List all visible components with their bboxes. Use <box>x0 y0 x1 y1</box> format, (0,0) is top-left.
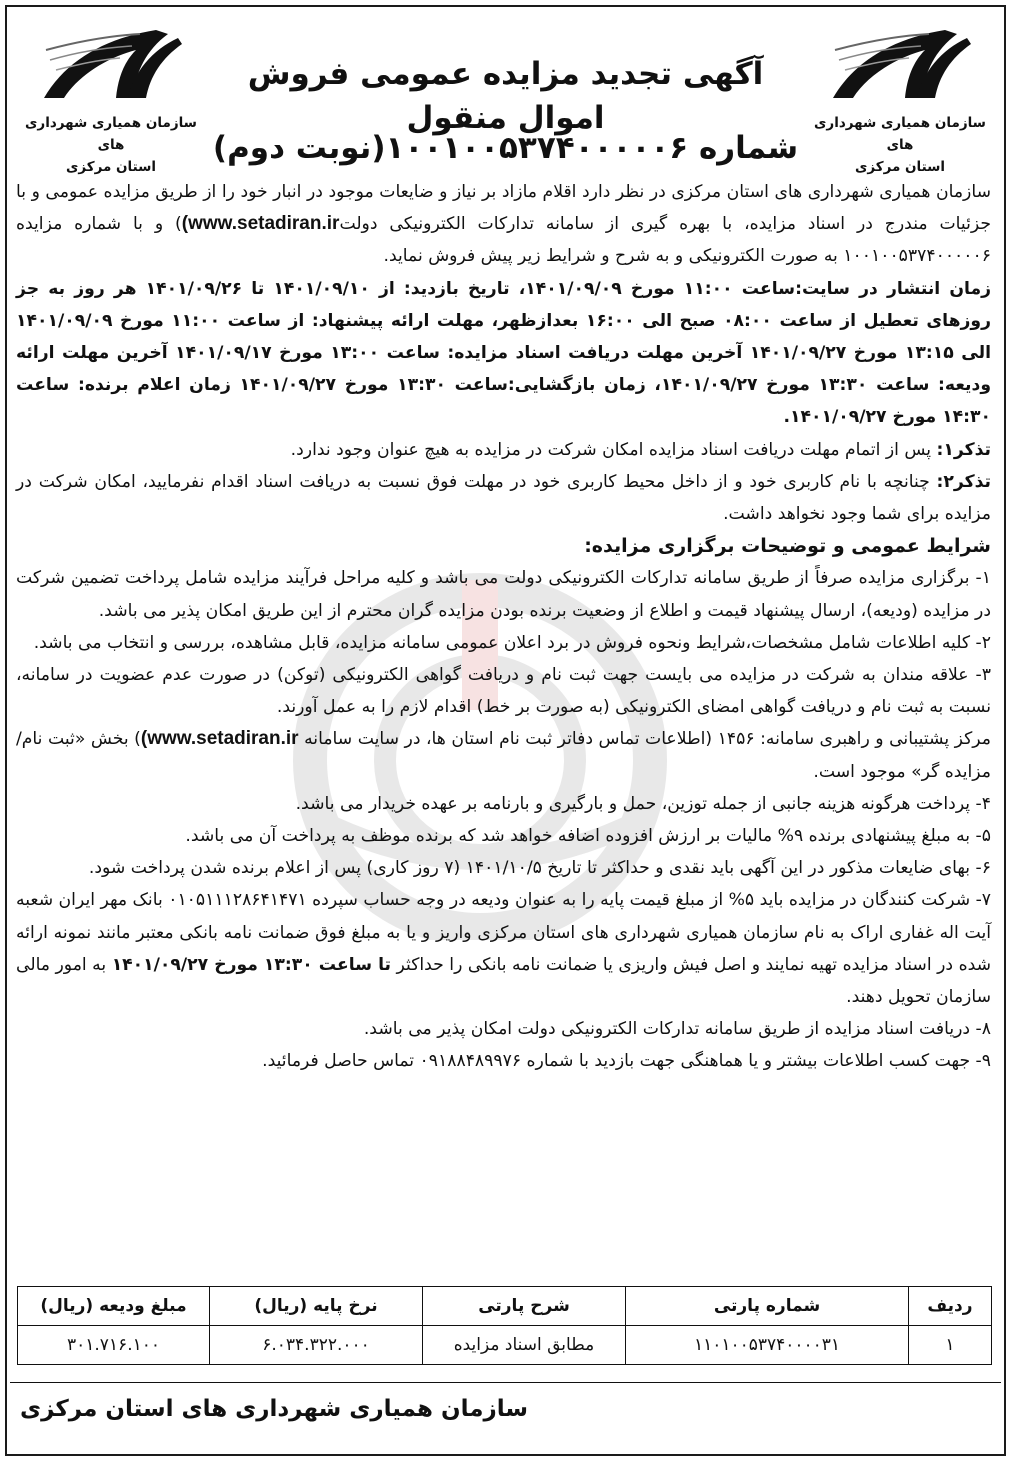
condition-item: ۶- بهای ضایعات مذکور در این آگهی باید نقدی و حداکثر تا تاریخ ۱۴۰۱/۱۰/۵ (۷ روز کاری) پس از اعلام برنده شدن پرداخت شود. <box>88 858 991 879</box>
setadiran-link[interactable]: (www.setadiran.ir <box>181 213 340 235</box>
logo-org-line1: سازمان همیاری شهرداری های <box>814 115 986 153</box>
cell-row-index: ۱ <box>909 1326 992 1365</box>
cell-deposit-amount: ۳۰۱.۷۱۶.۱۰۰ <box>18 1326 210 1365</box>
item7-text: ۷- شرکت کنندگان در مزایده باید ۵% از مبلغ قیمت پایه را به عنوان ودیعه در وجه حساب سپرده ۰۱۰۵۱۱۱۲۸۶۴۱۴۷۱ بانک مهر ایران شعبه آیت اله غفاری اراک به نام سازمان همیاری شهرداری های استان مرکزی واریز و یا به مبلغ فوق ضمانت نامه بانکی معتبر مانند نمونه ارائه شده در اسناد مزایده تهیه نمایند و اصل فیش واریزی یا ضمانت نامه بانکی را حداکثر <box>16 890 992 975</box>
note-2 <box>16 466 991 530</box>
condition-item: ۸- دریافت اسناد مزایده از طریق سامانه تدارکات الکترونیکی دولت امکان پذیر می باشد. <box>363 1019 991 1040</box>
support-text: مرکز پشتیبانی و راهبری سامانه: ۱۴۵۶ (اطلاعات تماس دفاتر ثبت نام استان ها، در سایت سامانه <box>304 729 992 750</box>
header-lot-number: شماره پارتی <box>626 1287 909 1326</box>
cell-lot-description: مطابق اسناد مزایده <box>423 1326 626 1365</box>
note-label: تذکر۱: <box>936 439 991 460</box>
support-paragraph <box>16 723 991 787</box>
condition-item: ۱- برگزاری مزایده صرفاً از طریق سامانه تدارکات الکترونیکی دولت می باشد و کلیه مراحل فرآیند مزایده شامل پرداخت تضمین شرکت در مزایده (ودیعه)، ارسال پیشنهاد قیمت و اطلاع از وضعیت برنده بودن مزایده گران محترم از این طریق امکان پذیر می باشد. <box>16 568 991 621</box>
conditions-heading: شرایط عمومی و توضیحات برگزاری مزایده: <box>584 535 991 558</box>
logo-right <box>805 20 995 178</box>
table-header-row <box>18 1287 992 1326</box>
note-label: تذکر۲: <box>936 471 991 492</box>
auction-number-title: شماره ۱۰۰۱۰۰۵۳۷۴۰۰۰۰۰۶(نوبت دوم) <box>212 130 799 166</box>
table-row <box>18 1326 992 1365</box>
note-text: پس از اتمام مهلت دریافت اسناد مزایده امکان شرکت در مزایده به هیچ عنوان وجود ندارد. <box>290 439 937 460</box>
header-lot-description: شرح پارتی <box>423 1287 626 1326</box>
intro-text: سازمان همیاری شهرداری های استان مرکزی در نظر دارد اقلام مازاد بر نیاز و ضایعات موجود در انبار خود را از طریق مزایده عمومی و با جزئیات مندرج در اسناد مزایده، با بهره گیری از سامانه تدارکات الکترونیکی دولت <box>16 182 991 235</box>
note-1 <box>16 434 991 466</box>
lots-table <box>17 1286 992 1365</box>
note-text: چنانچه با نام کاربری خود و از داخل محیط کاربری خود در مهلت فوق نسبت به دریافت اسناد اقدام نفرمایید، امکان شرکت در مزایده برای شما وجود نخواهد داشت. <box>16 471 991 525</box>
header-base-price: نرخ پایه (ریال) <box>210 1287 423 1326</box>
intro-paragraph <box>16 176 991 273</box>
condition-item: ۴- پرداخت هرگونه هزینه جانبی از جمله توزین، حمل و بارگیری و بارنامه بر عهده خریدار می باشد. <box>295 793 991 814</box>
condition-item: ۲- کلیه اطلاعات شامل مشخصات،شرایط ونحوه فروش در برد اعلان عمومی سامانه مزایده، قابل مشاهده، بررسی و انتخاب می باشد. <box>33 632 991 653</box>
header-deposit-amount: مبلغ ودیعه (ریال) <box>18 1287 210 1326</box>
condition-item <box>16 884 991 1013</box>
announcement-body <box>16 176 991 1078</box>
cell-lot-number: ۱۱۰۱۰۰۵۳۷۴۰۰۰۰۳۱ <box>626 1326 909 1365</box>
logo-org-line2: استان مرکزی <box>65 159 157 175</box>
support-text-end: ) بخش «ثبت نام/ مزایده گر» موجود است. <box>16 729 991 782</box>
header-row-index: ردیف <box>909 1287 992 1326</box>
page-title: آگهی تجدید مزایده عمومی فروش اموال منقول <box>247 56 764 136</box>
footer-divider <box>10 1382 1001 1383</box>
logo-left <box>16 20 206 178</box>
item7-text-end: به امور مالی سازمان تحویل دهند. <box>16 954 991 1008</box>
setadiran-link[interactable]: (www.setadiran.ir <box>140 728 299 750</box>
municipality-logo-icon <box>36 20 186 108</box>
condition-item: ۹- جهت کسب اطلاعات بیشتر و یا هماهنگی جهت بازدید با شماره ۰۹۱۸۸۴۸۹۹۷۶ تماس حاصل فرمائید. <box>262 1051 991 1072</box>
footer-org: سازمان همیاری شهرداری های استان مرکزی <box>20 1396 528 1422</box>
condition-item: ۵- به مبلغ پیشنهادی برنده ۹% مالیات بر ارزش افزوده اضافه خواهد شد که برنده موظف به پرداخت آن می باشد. <box>185 826 991 847</box>
logo-org-line1: سازمان همیاری شهرداری های <box>25 115 197 153</box>
schedule-paragraph: زمان انتشار در سایت:ساعت ۱۱:۰۰ مورخ ۱۴۰۱/۰۹/۰۹، تاریخ بازدید: از ۱۴۰۱/۰۹/۱۰ تا ۱۴۰۱/۰۹/۲۶ هر روز به جز روزهای تعطیل از ساعت ۰۸:۰۰ صبح الی ۱۶:۰۰ بعدازظهر، مهلت ارائه پیشنهاد: از ساعت ۱۱:۰۰ مورخ ۱۴۰۱/۰۹/۰۹ الی ۱۳:۱۵ مورخ ۱۴۰۱/۰۹/۲۷ آخرین مهلت دریافت اسناد مزایده: ساعت ۱۳:۰۰ مورخ ۱۴۰۱/۰۹/۱۷ آخرین مهلت ارائه ودیعه: ساعت ۱۳:۳۰ مورخ ۱۴۰۱/۰۹/۲۷، زمان بازگشایی:ساعت ۱۳:۳۰ مورخ ۱۴۰۱/۰۹/۲۷ زمان اعلام برنده: ساعت ۱۴:۳۰ مورخ ۱۴۰۱/۰۹/۲۷. <box>16 278 992 428</box>
cell-base-price: ۶.۰۳۴.۳۲۲.۰۰۰ <box>210 1326 423 1365</box>
item7-deadline: تا ساعت ۱۳:۳۰ مورخ ۱۴۰۱/۰۹/۲۷ <box>111 954 392 975</box>
logo-org-line2: استان مرکزی <box>854 159 946 175</box>
municipality-logo-icon <box>825 20 975 108</box>
intro-text-end: ) و با شماره مزایده ۱۰۰۱۰۰۵۳۷۴۰۰۰۰۰۶ به صورت الکترونیکی و به شرح و شرایط زیر پیش فروش نماید. <box>16 214 991 267</box>
header <box>10 12 1001 175</box>
condition-item: ۳- علاقه مندان به شرکت در مزایده می بایست جهت ثبت نام و دریافت گواهی الکترونیکی (توکن) در صورت عدم عضویت در سامانه، نسبت به ثبت نام و دریافت گواهی امضای الکترونیکی (به صورت بر خط) اقدام لازم را به عمل آورند. <box>16 665 991 718</box>
